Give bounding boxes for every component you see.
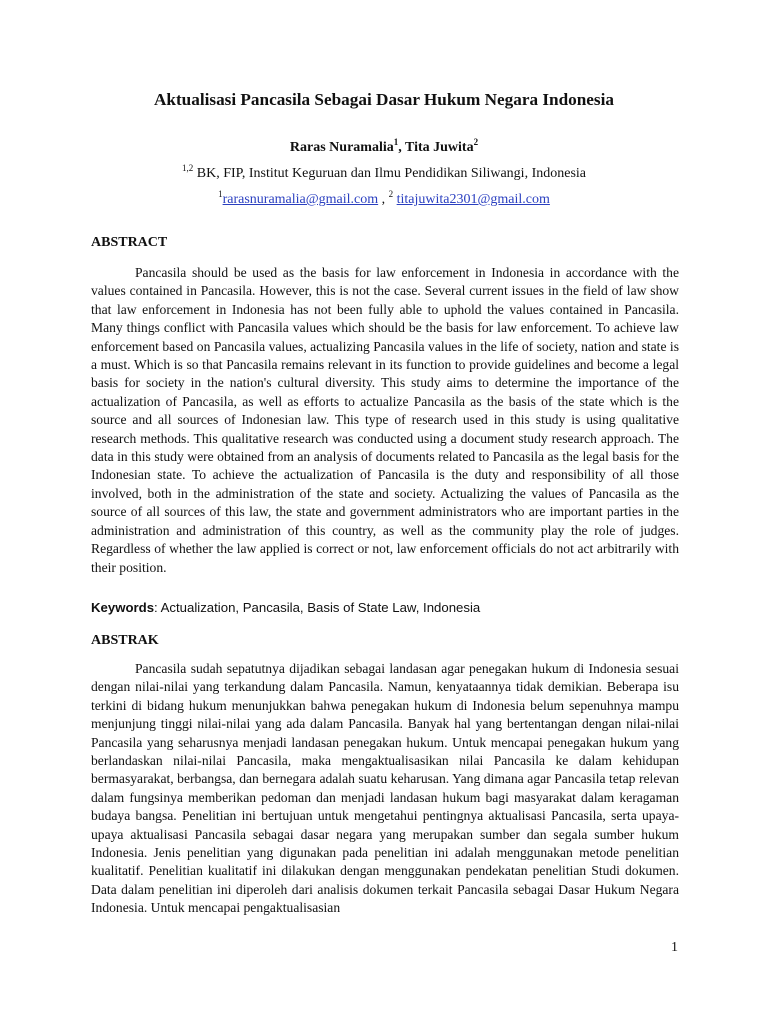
email-superscript: 2 xyxy=(388,189,394,199)
author-superscript: 2 xyxy=(473,137,479,147)
author-separator: , xyxy=(398,140,405,155)
email-line xyxy=(0,189,768,208)
affiliation-text: BK, FIP, Institut Keguruan dan Ilmu Pendidikan Siliwangi, Indonesia xyxy=(193,166,586,181)
paper-title: Aktualisasi Pancasila Sebagai Dasar Hukum Negara Indonesia xyxy=(153,90,614,109)
affiliation-superscript: 1,2 xyxy=(182,163,194,173)
author-superscript: 1 xyxy=(393,137,399,147)
email-link[interactable]: titajuwita2301@gmail.com xyxy=(396,192,550,207)
abstrak-body xyxy=(91,660,679,918)
email-superscript: 1 xyxy=(218,189,223,199)
keywords-text: : Actualization, Pancasila, Basis of State Law, Indonesia xyxy=(154,600,481,615)
abstract-body xyxy=(91,264,679,577)
abstract-heading: ABSTRACT xyxy=(91,235,168,250)
page-number: 1 xyxy=(671,940,678,955)
author-name: Raras Nuramalia xyxy=(289,140,394,155)
author-name: Tita Juwita xyxy=(404,140,474,155)
affiliation-line xyxy=(0,163,768,182)
keywords-line xyxy=(91,600,681,615)
abstrak-text: Pancasila sudah sepatutnya dijadikan sebagai landasan agar penegakan hukum di Indonesia sesuai dengan nilai-nilai yang terkandung dalam Pancasila. Namun, kenyataannya tidak demikian. Beberapa isu terkini di bidang hukum menunjukkan bahwa penegakan hukum di Indonesia belum sepenuhnya mampu menjunjung tinggi nilai-nilai yang ada dalam Pancasila. Banyak hal yang bertentangan dengan nilai-nilai Pancasila yang seharusnya menjadi landasan penegakan hukum. Untuk mencapai penegakan hukum yang berlandaskan nilai-nilai Pancasila, maka mengaktualisasikan nilai Pancasila ke dalam kehidupan bermasyarakat, berbangsa, dan bernegara adalah suatu keharusan. Yang dimana agar Pancasila tetap relevan dalam fungsinya memberikan pedoman dan menjadi landasan hukum bagi masyarakat dalam keragaman budaya bangsa. Penelitian ini bertujuan untuk mengetahui pentingnya aktualisasi Pancasila, serta upaya-upaya aktualisasi Pancasila sebagai dasar negara yang merupakan sumber dan segala sumber hukum Indonesia. Jenis penelitian yang digunakan pada penelitian ini adalah menggunakan metode penelitian kualitatif. Penelitian kualitatif ini dilakukan dengan menggunakan pendekatan penelitian Studi dokumen. Data dalam penelitian ini diperoleh dari analisis dokumen terkait Pancasila sebagai Dasar Hukum Negara Indonesia. Untuk mencapai pengaktualisasian xyxy=(91,661,679,916)
email-link[interactable]: rarasnuramalia@gmail.com xyxy=(222,192,379,207)
email-separator: , xyxy=(378,192,389,207)
abstrak-heading: ABSTRAK xyxy=(91,633,159,648)
author-line xyxy=(0,137,768,156)
abstract-text: Pancasila should be used as the basis for law enforcement in Indonesia in accordance with the values contained in Pancasila. However, this is not the case. Several current issues in the field of law show that law enforcement in Indonesia has not been fully able to uphold the values contained in Pancasila. Many things conflict with Pancasila values which should be the basis for law enforcement. To achieve law enforcement based on Pancasila values, actualizing Pancasila values in the life of society, nation and state is a must. Which is so that Pancasila remains relevant in its function to provide guidelines and become a legal basis for society in the nation's cultural diversity. This study aims to determine the importance of the actualization of Pancasila, as well as efforts to actualize Pancasila as the basis of the state which is the source and all sources of Indonesian law. This type of research used in this study is using qualitative research methods. This qualitative research was conducted using a document study research approach. The data in this study were obtained from an analysis of documents related to Pancasila as the legal basis for the Indonesian state. To achieve the actualization of Pancasila is the duty and responsibility of all those involved, both in the administration of the state and society. Actualizing the values of Pancasila as the source of all sources of this law, the state and government administrators who are important parties in the administration and administration of this country, as well as the community play the role of judges. Regardless of whether the law applied is correct or not, law enforcement officials do not act arbitrarily with their position. xyxy=(91,265,679,575)
keywords-label: Keywords xyxy=(91,600,155,615)
